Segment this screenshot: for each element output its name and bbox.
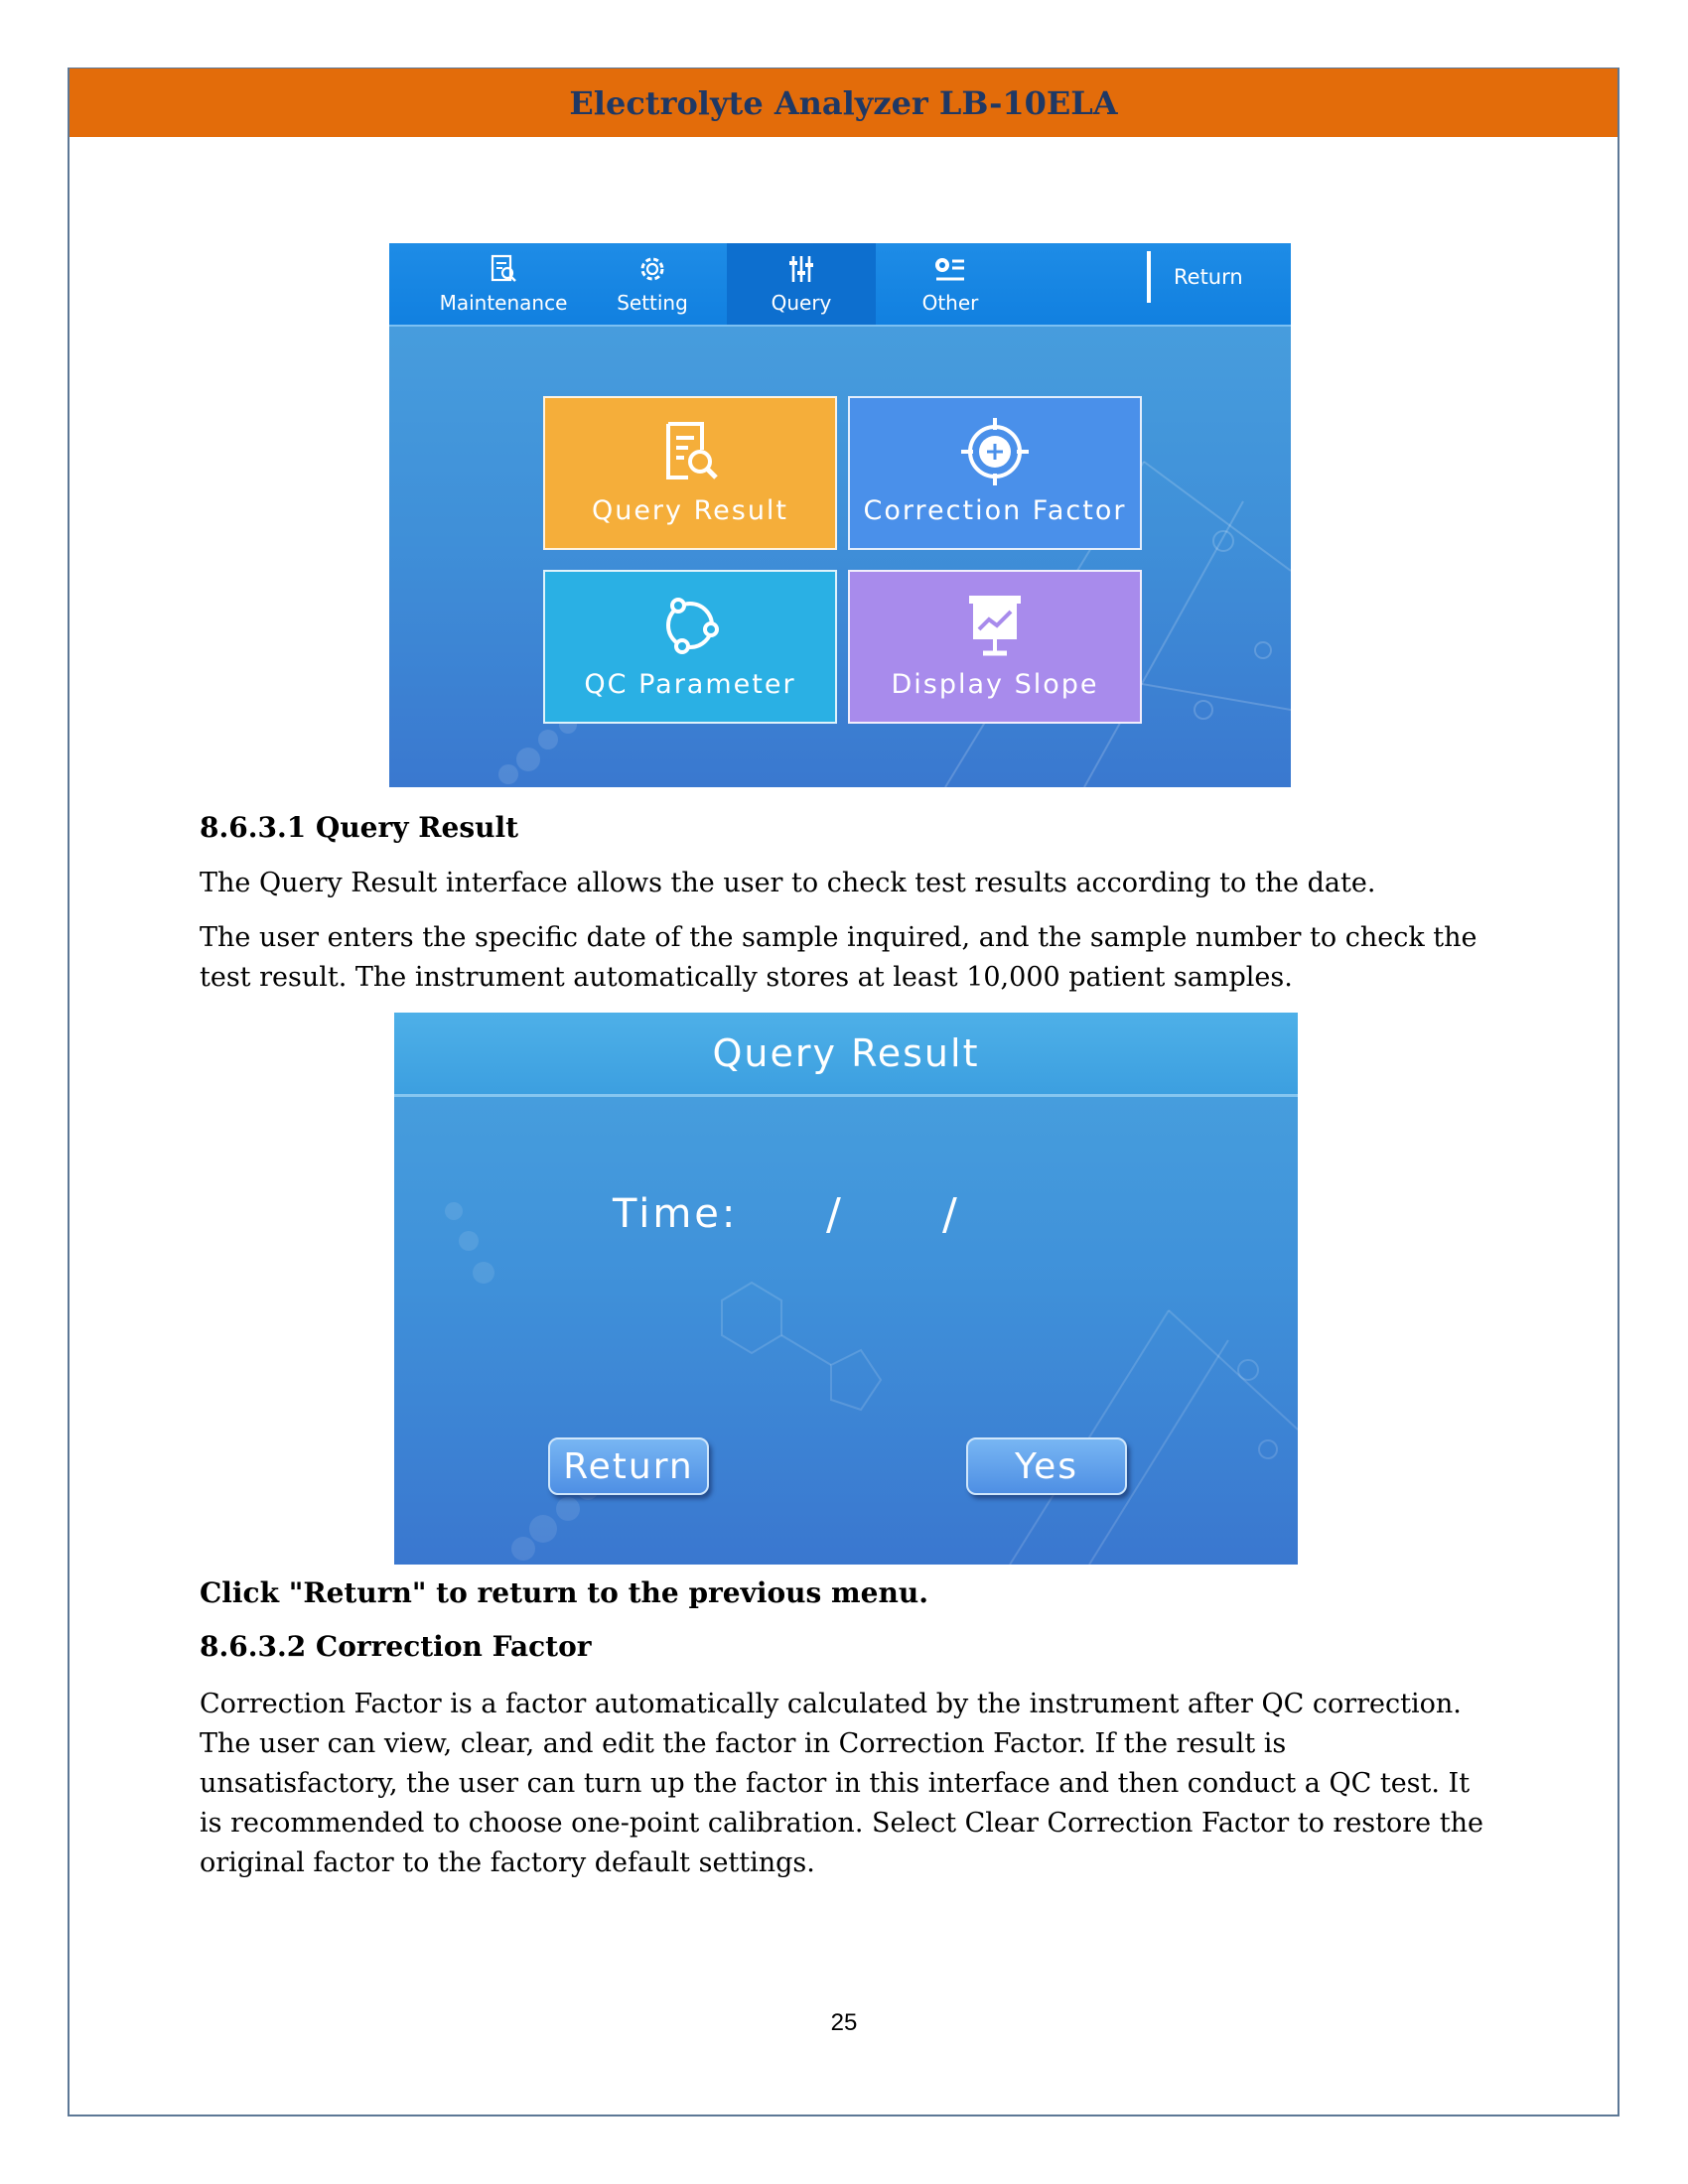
return-button[interactable]: Return [548, 1437, 709, 1495]
presentation-chart-icon [959, 590, 1031, 661]
gear-list-icon [932, 253, 968, 285]
nav-return-button[interactable]: Return [1174, 265, 1243, 289]
document-title: Electrolyte Analyzer LB-10ELA [569, 83, 1118, 122]
query-menu-screenshot [389, 243, 1291, 787]
top-navigation-bar [389, 243, 1291, 327]
section-heading-correction-factor: 8.6.3.2 Correction Factor [200, 1630, 592, 1663]
crosshair-plus-icon [959, 416, 1031, 487]
page-number: 25 [830, 2009, 858, 2036]
tile-display-slope[interactable] [848, 570, 1142, 724]
header-band [70, 68, 1618, 137]
day-field[interactable] [970, 1187, 1050, 1243]
title-bar [394, 1013, 1298, 1097]
maintenance-icon [488, 253, 519, 285]
nav-label: Maintenance [439, 291, 568, 315]
return-note: Click "Return" to return to the previous menu. [200, 1576, 928, 1609]
query-result-screenshot [394, 1013, 1298, 1565]
nav-label: Query [771, 291, 832, 315]
month-field[interactable] [853, 1187, 932, 1243]
gear-icon [636, 253, 668, 285]
tile-correction-factor[interactable] [848, 396, 1142, 550]
cycle-nodes-icon [654, 590, 726, 661]
paragraph: The user enters the specific date of the sample inquired, and the sample number to check the test result. The instrument automatically stores at least 10,000 patient samples. [200, 922, 1477, 993]
section-heading-query-result: 8.6.3.1 Query Result [200, 811, 519, 844]
yes-button[interactable]: Yes [966, 1437, 1127, 1495]
nav-maintenance[interactable] [429, 243, 578, 325]
year-field[interactable] [737, 1187, 816, 1243]
sliders-icon [785, 253, 817, 285]
time-label: Time: [613, 1191, 739, 1237]
nav-query[interactable] [727, 243, 876, 325]
paragraph: The Query Result interface allows the user to check test results according to the date. [200, 868, 1376, 898]
tile-label: Query Result [591, 495, 789, 526]
nav-other[interactable] [876, 243, 1025, 325]
nav-label: Setting [617, 291, 688, 315]
date-separator: / [826, 1189, 841, 1240]
tile-query-result[interactable] [543, 396, 837, 550]
screen-title: Query Result [712, 1031, 980, 1075]
tile-label: Display Slope [891, 669, 1099, 700]
nav-divider [1147, 251, 1151, 303]
tile-label: Correction Factor [863, 495, 1127, 526]
tile-label: QC Parameter [584, 669, 796, 700]
document-search-icon [654, 416, 726, 487]
paragraph: Correction Factor is a factor automatically calculated by the instrument after QC correction. The user can view, clear, and edit the factor in Correction Factor. If the result is unsatisfactory, the user can turn up the factor in this interface and then conduct a QC test. It is recommended to choose one-point calibration. Select Clear Correction Factor to restore the original factor to the factory default settings. [200, 1689, 1483, 1878]
nav-setting[interactable] [578, 243, 727, 325]
date-separator: / [942, 1189, 957, 1240]
tile-qc-parameter[interactable] [543, 570, 837, 724]
nav-label: Other [921, 291, 979, 315]
